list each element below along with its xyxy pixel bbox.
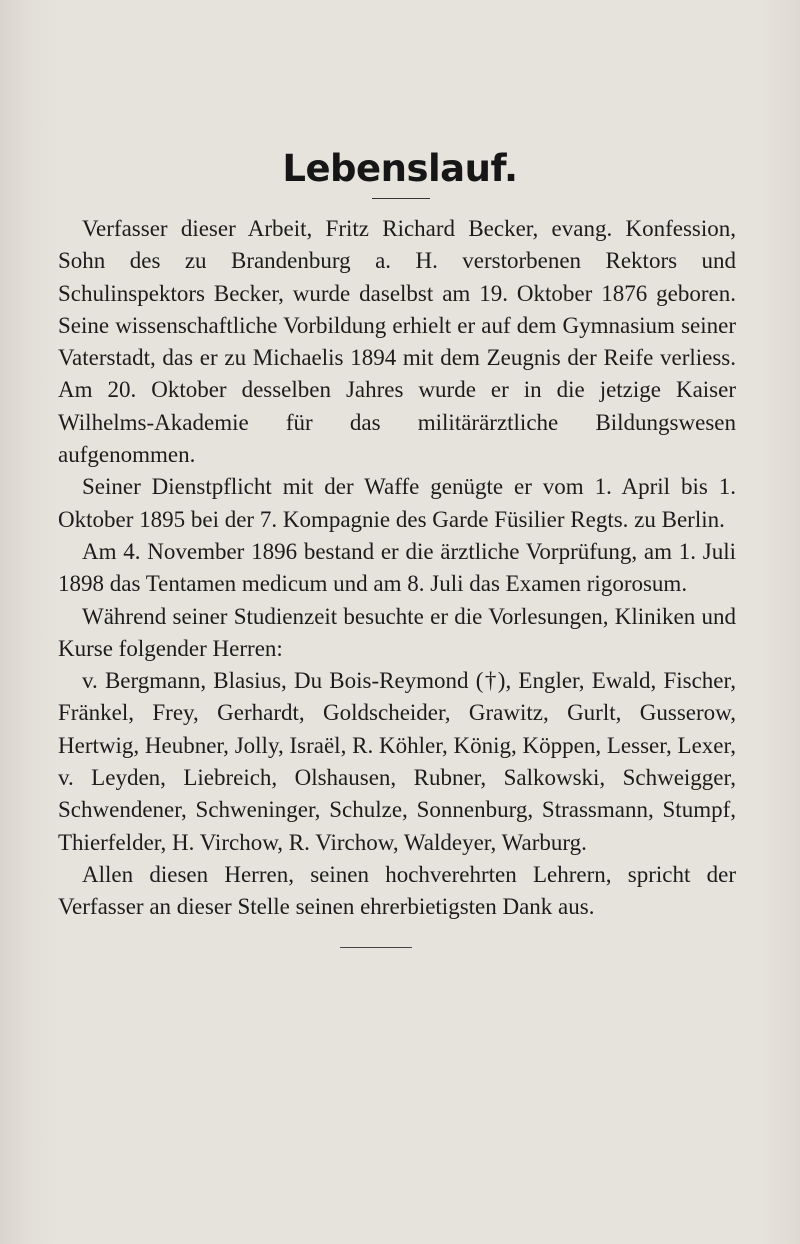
- paragraph-military-service: Seiner Dienstpflicht mit der Waffe genügte er vom 1. April bis 1. Oktober 1895 bei der 7. Kompagnie des Garde Füsilier Regts. zu Berlin.: [58, 474, 736, 532]
- paragraph-examinations: Am 4. November 1896 bestand er die ärztliche Vorprüfung, am 1. Juli 1898 das Tentamen medicum und am 8. Juli das Examen rigorosum.: [58, 538, 736, 597]
- paragraph-teachers: v. Bergmann, Blasius, Du Bois-Reymond (†), Engler, Ewald, Fischer, Fränkel, Frey, Gerhardt, Goldscheider, Grawitz, Gurlt, Gusserow, Hertwig, Heubner, Jolly, Israël, R. Köhler, König, Köppen, Lesser, Lexer, v. Leyden, Liebreich, Olshausen, Rubner, Salkowski, Schweigger, Schwendener, Schweninger, Schulze, Sonnenburg, Strassmann, Stumpf, Thierfelder, H. Virchow, R. Virchow, Waldeyer, Warburg.: [58, 668, 736, 855]
- page-title: Lebenslauf.: [282, 147, 518, 190]
- title-divider: [372, 198, 430, 199]
- closing-divider: [340, 947, 412, 948]
- paragraph-studies: Während seiner Studienzeit besuchte er die Vorlesungen, Kliniken und Kurse folgender Herren:: [58, 603, 736, 661]
- paragraph-origin: Verfasser dieser Arbeit, Fritz Richard Becker, evang. Konfession, Sohn des zu Brandenburg a. H. verstorbenen Rektors und Schulinspektors Becker, wurde daselbst am 19. Oktober 1876 geboren. Seine wissenschaftliche Vorbildung erhielt er auf dem Gymnasium seiner Vaterstadt, das er zu Michaelis 1894 mit dem Zeugnis der Reife verliess. Am 20. Oktober desselben Jahres wurde er in die jetzige Kaiser Wilhelms-Akademie für das militärärztliche Bildungswesen aufgenommen.: [58, 216, 736, 468]
- paragraph-thanks: Allen diesen Herren, seinen hochverehrten Lehrern, spricht der Verfasser an dieser Stelle seinen ehrerbietigsten Dank aus.: [58, 861, 736, 920]
- body-text: [58, 213, 736, 924]
